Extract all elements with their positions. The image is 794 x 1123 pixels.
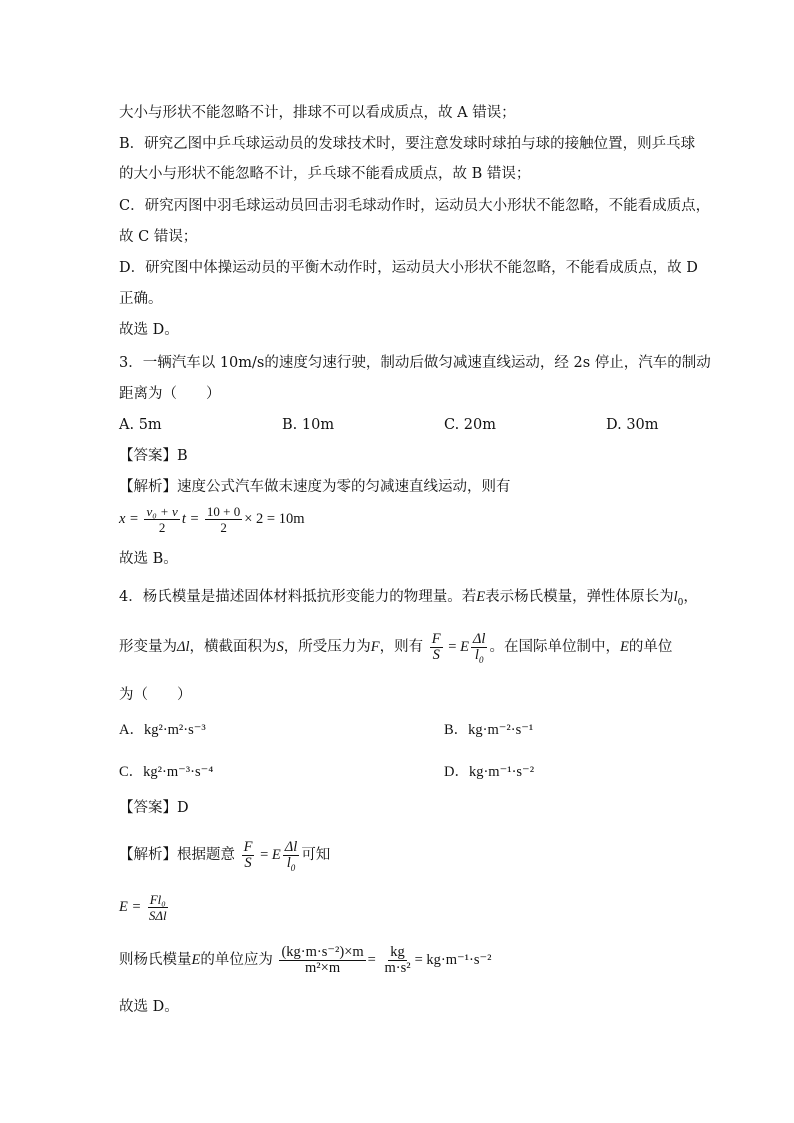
q4-stem: 形变量为Δl，横截面积为S，所受压力为F，则有 $\frac{F}{S}$ = E $\frac{\Delta l}{l_0}$ 。在国际单位制中，E的单位 xyxy=(119,630,673,665)
q4-stem: 为（ ） xyxy=(119,687,192,703)
text-line: 故选 D。 xyxy=(119,322,179,338)
q3-equation: x = $\frac{\text{v₀ + v}}{2}$ t = $\frac{10 + 0}{2}$ × 2 = 10m xyxy=(119,504,305,536)
fraction: $\frac{\text{(kg·m·s⁻²)×m}}{\text{m²×m}}$ xyxy=(281,943,364,976)
fraction: $\frac{F}{S}$ xyxy=(431,630,441,663)
fraction: $\frac{\text{v₀ + v}}{2}$ xyxy=(146,504,178,536)
q3-conclusion: 故选 B。 xyxy=(119,551,178,567)
fraction: $\frac{10 + 0}{2}$ xyxy=(206,504,241,536)
q4-option-c: C．kg²·m⁻³·s⁻⁴ xyxy=(119,764,214,780)
q3-option-c: C. 20m xyxy=(444,417,496,433)
text-line: D．研究图中体操运动员的平衡木动作时，运动员大小形状不能忽略，不能看成质点，故 D xyxy=(119,260,698,276)
q3-stem: 3．一辆汽车以 10m/s的速度匀速行驶，制动后做匀减速直线运动，经 2s 停止，汽车的制动 xyxy=(119,355,711,371)
q4-conclusion: 故选 D。 xyxy=(119,999,179,1015)
q3-option-a: A. 5m xyxy=(119,417,162,433)
q4-option-d: D．kg·m⁻¹·s⁻² xyxy=(444,764,535,780)
q3-stem: 距离为（ ） xyxy=(119,386,221,402)
fraction: $\frac{\text{Fl₀}}{\text{SΔl}}$ xyxy=(148,892,167,924)
text-line: B．研究乙图中乒乓球运动员的发球技术时，要注意发球时球拍与球的接触位置，则乒乓球 xyxy=(119,136,696,152)
analysis-text: 速度公式汽车做末速度为零的匀减速直线运动，则有 xyxy=(177,479,511,495)
q4-answer xyxy=(119,797,189,819)
answer-tag: 【答案】 xyxy=(119,448,177,464)
q4-unit-derivation: 则杨氏模量E的单位应为 $\frac{\text{(kg·m·s⁻²)×m}}{\text{m²×m}}$ = $\frac{kg}{\text{m·s²}}$ = kg·m⁻¹·s⁻² xyxy=(119,943,492,976)
text-line: C．研究丙图中羽毛球运动员回击羽毛球动作时，运动员大小形状不能忽略，不能看成质点， xyxy=(119,198,711,214)
answer-value: D xyxy=(177,800,189,816)
fraction: $\frac{\Delta l}{l_0}$ xyxy=(472,630,486,665)
q3-option-d: D. 30m xyxy=(606,417,659,433)
text-line: 正确。 xyxy=(119,291,163,307)
q4-stem: 4．杨氏模量是描述固体材料抵抗形变能力的物理量。若E表示杨氏模量，弹性体原长为$l_0$， xyxy=(119,589,698,608)
analysis-tag: 【解析】 xyxy=(119,847,177,863)
text-line: 大小与形状不能忽略不计，排球不可以看成质点，故 A 错误； xyxy=(119,105,516,121)
q4-option-a: A．kg²·m²·s⁻³ xyxy=(119,722,206,738)
fraction: $\frac{\Delta l}{l_0}$ xyxy=(284,838,298,873)
text-line: 的大小与形状不能忽略不计，乒乓球不能看成质点，故 B 错误； xyxy=(119,166,531,182)
text-line: 故 C 错误； xyxy=(119,229,198,245)
q4-equation-e: E = $\frac{\text{Fl₀}}{\text{SΔl}}$ xyxy=(119,892,167,924)
q4-option-b: B．kg·m⁻²·s⁻¹ xyxy=(444,722,534,738)
q3-option-b: B. 10m xyxy=(282,417,335,433)
q3-answer xyxy=(119,445,188,467)
answer-tag: 【答案】 xyxy=(119,800,177,816)
answer-value: B xyxy=(177,448,188,464)
eq-lhs: x = xyxy=(119,511,139,527)
q4-analysis: 【解析】根据题意 $\frac{F}{S}$ = E $\frac{\Delta l}{l_0}$ 可知 xyxy=(119,838,331,873)
q3-analysis xyxy=(119,476,511,498)
fraction: $\frac{F}{S}$ xyxy=(243,838,253,871)
analysis-tag: 【解析】 xyxy=(119,479,177,495)
fraction: $\frac{kg}{\text{m·s²}}$ xyxy=(384,943,411,976)
